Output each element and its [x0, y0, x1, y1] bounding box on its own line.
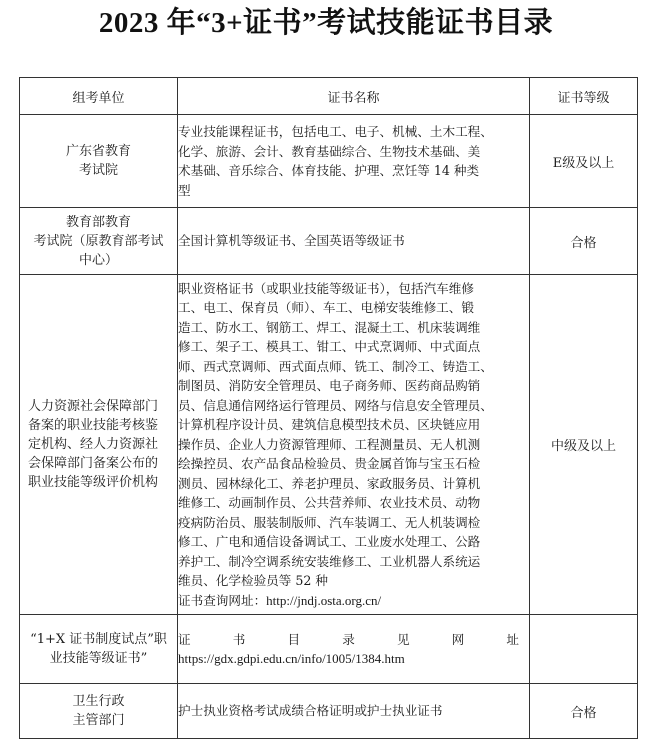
name-line: 职业资格证书（或职业技能等级证书），包括汽车维修: [178, 280, 474, 296]
organizer-line: 卫生行政: [72, 694, 125, 709]
spread-char: 目: [287, 631, 301, 647]
organizer-cell: [20, 115, 178, 208]
table-row: [20, 208, 638, 275]
certificate-level-cell: E级及以上: [530, 115, 638, 208]
spread-char: 网: [451, 631, 465, 647]
certificate-name-cell: [178, 615, 530, 684]
organizer-line: 业技能等级证书”: [49, 651, 148, 666]
certificate-name-cell: [178, 115, 530, 208]
name-line: 工、电工、保育员（师）、车工、电梯安装维修工、锻: [178, 300, 474, 316]
organizer-cell: [20, 208, 178, 275]
name-line: 术基础、音乐综合、体育技能、护理、烹饪等 14 种类: [178, 163, 480, 178]
name-line: 员、信息通信网络运行管理员、网络与信息安全管理员、: [178, 397, 493, 413]
page-title: 2023 年“3+证书”考试技能证书目录: [98, 7, 554, 39]
name-line: 化学、旅游、会计、教育基础综合、生物技术基础、美: [178, 143, 481, 159]
table-row: [20, 615, 638, 684]
certificate-level-cell: [530, 615, 638, 684]
name-line: 型: [178, 182, 191, 198]
organizer-cell: [20, 275, 178, 615]
organizer-line: 备案的职业技能考核鉴: [28, 418, 159, 433]
organizer-line: 会保障部门备案公布的: [28, 456, 159, 471]
organizer-line: 教育部教育: [65, 214, 131, 230]
name-line: 修工、架子工、模具工、钳工、中式烹调师、中式面点: [178, 339, 481, 355]
certificate-name-cell: [178, 684, 530, 739]
name-line: 专业技能课程证书，包括电工、电子、机械、土木工程、: [178, 124, 493, 139]
spread-char: 址: [506, 631, 519, 647]
name-line: 全国计算机等级证书、全国英语等级证书: [178, 233, 405, 249]
certificate-name-cell: [178, 208, 530, 275]
name-line: 养护工、制冷空调系统安装维修工、工业机器人系统运: [178, 553, 481, 569]
header-organizer: 组考单位: [20, 78, 178, 115]
name-line: 绘操控员、农产品食品检验员、贵金属首饰与宝玉石检: [178, 456, 481, 472]
name-line: 师、西式烹调师、西式面点师、铣工、制冷工、铸造工、: [178, 358, 493, 374]
certificate-name-cell: [178, 275, 530, 615]
name-line: 操作员、企业人力资源管理师、工程测量员、无人机测: [178, 436, 481, 452]
name-line: 测员、园林绿化工、养老护理员、家政服务员、计算机: [178, 475, 481, 491]
spread-char: 见: [396, 631, 410, 647]
name-line: 护士执业资格考试成绩合格证明或护士执业证书: [178, 703, 443, 719]
name-line: 制图员、消防安全管理员、电子商务师、医药商品购销: [178, 378, 481, 394]
table-row: [20, 115, 638, 208]
spread-char: 证: [178, 631, 191, 647]
certificate-level-cell: 合格: [530, 684, 638, 739]
name-line: 修工、广电和通信设备调试工、工业废水处理工、公路: [178, 534, 481, 550]
name-line: 计算机程序设计员、建筑信息模型技术员、区块链应用: [178, 417, 481, 433]
organizer-line: 考试院（原教育部考试: [33, 233, 164, 249]
organizer-line: 中心）: [78, 252, 118, 268]
catalog-see-url-line: [178, 630, 529, 650]
query-url-line: [178, 591, 529, 611]
query-url-label: 证书查询网址：: [178, 592, 267, 608]
organizer-line: “1+X 证书制度试点”职: [30, 632, 167, 647]
name-line: 维员、化学检验员等 52 种: [178, 573, 328, 589]
spread-char: 书: [232, 631, 246, 647]
certificate-level-cell: 合格: [530, 208, 638, 275]
catalog-url-link[interactable]: https://gdx.gdpi.edu.cn/info/1005/1384.htm: [178, 651, 405, 666]
header-certificate-name: 证书名称: [178, 78, 530, 115]
organizer-line: 广东省教育: [65, 144, 131, 159]
certificate-level-cell: 中级及以上: [530, 275, 638, 615]
organizer-cell: [20, 684, 178, 739]
organizer-line: 职业技能等级评价机构: [28, 475, 159, 490]
table-header-row: [20, 78, 638, 115]
table-row: [20, 684, 638, 739]
certificate-catalog-table: [19, 77, 638, 739]
name-line: 造工、防水工、钢筋工、焊工、混凝土工、机床装调维: [178, 319, 481, 335]
name-line: 维修工、动画制作员、公共营养师、农业技术员、动物: [178, 495, 481, 511]
organizer-line: 定机构、经人力资源社: [28, 437, 159, 452]
organizer-cell: [20, 615, 178, 684]
query-url-link[interactable]: http://jndj.osta.org.cn/: [266, 592, 382, 608]
header-certificate-level: 证书等级: [530, 78, 638, 115]
organizer-line: 考试院: [78, 163, 118, 178]
spread-char: 录: [342, 631, 355, 647]
name-line: 疫病防治员、服装制版师、汽车装调工、无人机装调检: [178, 514, 481, 530]
table-row: [20, 275, 638, 615]
organizer-line: 主管部门: [72, 713, 125, 728]
organizer-line: 人力资源社会保障部门: [28, 399, 159, 414]
